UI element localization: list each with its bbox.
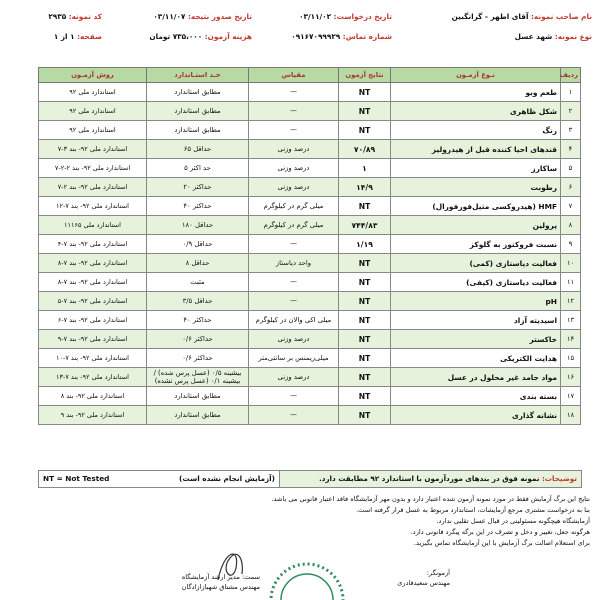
test-result: NT [339,102,391,121]
test-result: NT [339,121,391,140]
table-row [39,292,581,311]
test-unit: — [249,235,339,254]
test-result: NT [339,292,391,311]
phone-field [291,32,392,41]
test-unit: — [249,102,339,121]
standard-limit: حداقل ۸ [147,254,249,273]
sample-type-label: نوع نمونه: [554,32,592,41]
note-line: بنا به درخواست مشتری مرجع آزمایشات، استاندارد مربوط به عسل قرار گرفته است. [356,506,590,514]
request-date-field [299,12,392,21]
table-row [39,387,581,406]
row-index: ۱۴ [561,330,581,349]
signature-scribble-icon [210,540,250,590]
standard-limit: حداقل ۰/۹ [147,235,249,254]
page-label: صفحه: [77,32,102,41]
page-field [54,32,102,41]
test-name: رنگ [391,121,561,140]
row-index: ۱ [561,83,581,102]
table-row [39,235,581,254]
table-row [39,83,581,102]
test-unit: میلی گرم در کیلوگرم [249,197,339,216]
col-header-standard: حـد استـاندارد [147,68,249,83]
test-method: استاندارد ملی ۹۲- بند ۷-۸ [39,254,147,273]
standard-limit: حداکثر ۰/۶ [147,330,249,349]
notes-block [30,494,590,549]
table-row [39,254,581,273]
table-row [39,368,581,387]
owner-value: آقای اطهر - گرانگبین [451,12,529,21]
test-result: NT [339,254,391,273]
row-index: ۴ [561,140,581,159]
test-name: pH [391,292,561,311]
manager-title: سمت: مدیر ارشد آزمایشگاه [181,573,260,581]
test-method: استاندارد ملی ۹۲- بند ۲-۲-۷ [39,159,147,178]
row-index: ۱۰ [561,254,581,273]
test-unit: — [249,406,339,425]
table-row [39,140,581,159]
test-unit: درصد وزنی [249,178,339,197]
test-name: خاکستر [391,330,561,349]
row-index: ۵ [561,159,581,178]
row-index: ۱۲ [561,292,581,311]
test-method: استاندارد ملی ۹۲- بند ۷-۱۲ [39,197,147,216]
test-result: ۷۰/۸۹ [339,140,391,159]
test-method: استاندارد ملی ۹۲ [39,121,147,140]
manager-name: مهندس مشتاق شهبازازادگان [181,583,260,591]
standard-limit: مطابق استاندارد [147,387,249,406]
test-name: پرولین [391,216,561,235]
sample-code-label: کد نمونه: [68,12,102,21]
row-index: ۳ [561,121,581,140]
test-method: استاندارد ملی ۹۲- بند ۷-۴ [39,235,147,254]
test-result: NT [339,349,391,368]
test-name: بسته بندی [391,387,561,406]
test-result: ۷۴۴/۸۳ [339,216,391,235]
standard-limit: حداقل ۶۵ [147,140,249,159]
row-index: ۱۳ [561,311,581,330]
test-name: رطوبت [391,178,561,197]
table-row [39,216,581,235]
phone-value: ۰۹۱۶۷۰۹۹۹۲۹ [291,32,341,41]
standard-limit: حداکثر ۴۰ [147,197,249,216]
standard-limit: حداکثر ۴۰ [147,311,249,330]
test-method: استاندارد ملی ۹۲- بند ۹ [39,406,147,425]
table-header-row [39,68,581,83]
standard-limit: حداقل ۳/۵ [147,292,249,311]
test-name: ساکارز [391,159,561,178]
test-method: استاندارد ملی ۹۲- بند ۲-۷ [39,178,147,197]
test-method: استاندارد ملی ۱۱۱۶۵ [39,216,147,235]
header-row-1 [8,12,592,26]
note-line: نتایج این برگ آزمایش فقط در مورد نمونه آزمون شده اعتبار دارد و بدون مهر آزمایشگاه فاقد اعتبار قانونی می باشد. [271,495,590,503]
row-index: ۱۸ [561,406,581,425]
table-row [39,330,581,349]
phone-label: شماره تماس: [342,32,392,41]
test-name: هدایت الکتریکی [391,349,561,368]
description-text: نمونه فوق در بندهای موردآزمون با استاندارد ۹۲ مطابقت دارد. [318,474,540,483]
test-result: NT [339,330,391,349]
request-date-label: تاریخ درخواست: [333,12,392,21]
nt-legend-box [38,470,280,488]
row-index: ۷ [561,197,581,216]
description-line [319,474,577,483]
test-name: قندهای احیا کننده قبل از هیدرولیز [391,140,561,159]
test-method: استاندارد ملی ۹۲- بند ۷-۸ [39,273,147,292]
table-row [39,349,581,368]
row-index: ۸ [561,216,581,235]
note-line: هرگونه جعل، تغییر و دخل و تصرف در این برگه پیگرد قانونی دارد. [410,528,590,536]
table-row [39,102,581,121]
test-name: فعالیت دیاستازی (کمی) [391,254,561,273]
test-unit: میلی گرم در کیلوگرم [249,216,339,235]
test-unit: میلی‌زیمنس بر سانتی‌متر [249,349,339,368]
test-unit: — [249,83,339,102]
test-result: NT [339,83,391,102]
table-row [39,406,581,425]
lab-stamp-icon [262,560,352,600]
table-body [39,83,581,425]
table-row [39,311,581,330]
col-header-unit: مقیاس [249,68,339,83]
sample-code-value: ۲۹۳۵ [48,12,67,21]
test-name: شکل ظاهری [391,102,561,121]
tester-name: مهندس سعیدقادری [397,579,450,587]
test-unit: درصد وزنی [249,368,339,387]
note-line: برای استعلام اصالت برگ آزمایش با این آزمایشگاه تماس بگیرید. [413,539,590,547]
test-method: استاندارد ملی ۹۲- بند ۸ [39,387,147,406]
standard-limit: حداکثر ۰/۶ [147,349,249,368]
test-unit: — [249,121,339,140]
owner-field [452,12,592,21]
test-method: استاندارد ملی ۹۲ [39,83,147,102]
test-unit: درصد وزنی [249,330,339,349]
test-result: ۱ [339,159,391,178]
test-unit: واحد دیاستاز [249,254,339,273]
col-header-name: نـوع آزمـون [391,68,561,83]
test-name: فعالیت دیاستازی (کیفی) [391,273,561,292]
test-result: ۱/۱۹ [339,235,391,254]
test-unit: — [249,292,339,311]
sample-type-value: شهد عسل [514,32,553,41]
note-line: آزمایشگاه هیچگونه مسئولیتی در قبال عسل تقلبی ندارد. [436,517,590,525]
nt-legend-en: NT = Not Tested [43,474,110,483]
standard-limit: مطابق استاندارد [147,406,249,425]
table-row [39,178,581,197]
test-name: طعم وبو [391,83,561,102]
standard-limit: مطابق استاندارد [147,83,249,102]
test-name: اسیدیته آزاد [391,311,561,330]
table-row [39,273,581,292]
test-method: استاندارد ملی ۹۲- بند ۷-۱۳ [39,368,147,387]
test-unit: میلی اکی والان در کیلوگرم [249,311,339,330]
table-row [39,197,581,216]
standard-limit: حداقل ۱۸۰ [147,216,249,235]
test-method: استاندارد ملی ۹۲- بند ۳-۷ [39,140,147,159]
test-unit: درصد وزنی [249,159,339,178]
test-result: NT [339,387,391,406]
test-method: استاندارد ملی ۹۲- بند ۷-۵ [39,292,147,311]
row-index: ۲ [561,102,581,121]
row-index: ۱۱ [561,273,581,292]
cost-value: ۷۳۵،۰۰۰ تومان [149,32,203,41]
test-method: استاندارد ملی ۹۲- بند ۷-۱۰ [39,349,147,368]
standard-limit: حد اکثر ۵ [147,159,249,178]
test-name: مواد جامد غیر محلول در عسل [391,368,561,387]
description-label: توضیحات: [541,474,577,483]
standard-limit: مثبت [147,273,249,292]
test-method: استاندارد ملی ۹۲- بند ۷-۶ [39,311,147,330]
report-header [8,4,592,52]
test-unit: — [249,273,339,292]
nt-legend-fa: (آزمایش انجام نشده است) [179,474,275,483]
sample-code-field [48,12,102,21]
test-result: NT [339,273,391,292]
row-index: ۹ [561,235,581,254]
page-value: ۱ از ۱ [53,32,75,41]
tester-title: آزمونگر: [426,569,450,577]
col-header-method: روش آزمـون [39,68,147,83]
standard-limit: بیشینه ۰/۵ (عسل پرس شده) / بیشینه ۰/۱ (عسل پرس نشده) [147,368,249,387]
issue-date-value: ۰۳/۱۱/۰۷ [153,12,186,21]
issue-date-label: تاریخ صدور نتیجه: [187,12,252,21]
row-index: ۱۶ [561,368,581,387]
row-index: ۶ [561,178,581,197]
cost-label: هزینه آزمون: [204,32,252,41]
test-result: NT [339,197,391,216]
standard-limit: حداکثر ۲۰ [147,178,249,197]
header-row-2 [8,32,592,46]
cost-field [149,32,252,41]
test-name: HMF (هیدروکسی متیل‌فورفورال) [391,197,561,216]
test-unit: — [249,387,339,406]
row-index: ۱۷ [561,387,581,406]
test-name: نسبت فروکتوز به گلوکز [391,235,561,254]
issue-date-field [153,12,252,21]
test-result: NT [339,406,391,425]
col-header-index: ردیف [561,68,581,83]
test-result: NT [339,368,391,387]
test-method: استاندارد ملی ۹۲ [39,102,147,121]
results-table [38,67,581,425]
test-result: ۱۴/۹ [339,178,391,197]
owner-label: نام صاحب نمونه: [531,12,592,21]
request-date-value: ۰۳/۱۱/۰۲ [299,12,332,21]
test-method: استاندارد ملی ۹۲- بند ۷-۹ [39,330,147,349]
sample-type-field [515,32,592,41]
table-row [39,159,581,178]
test-unit: درصد وزنی [249,140,339,159]
row-index: ۱۵ [561,349,581,368]
standard-limit: مطابق استاندارد [147,102,249,121]
col-header-result: نتایج آزمون [339,68,391,83]
test-result: NT [339,311,391,330]
test-name: نشانه گذاری [391,406,561,425]
table-row [39,121,581,140]
tester-signature-block [340,568,450,588]
standard-limit: مطابق استاندارد [147,121,249,140]
